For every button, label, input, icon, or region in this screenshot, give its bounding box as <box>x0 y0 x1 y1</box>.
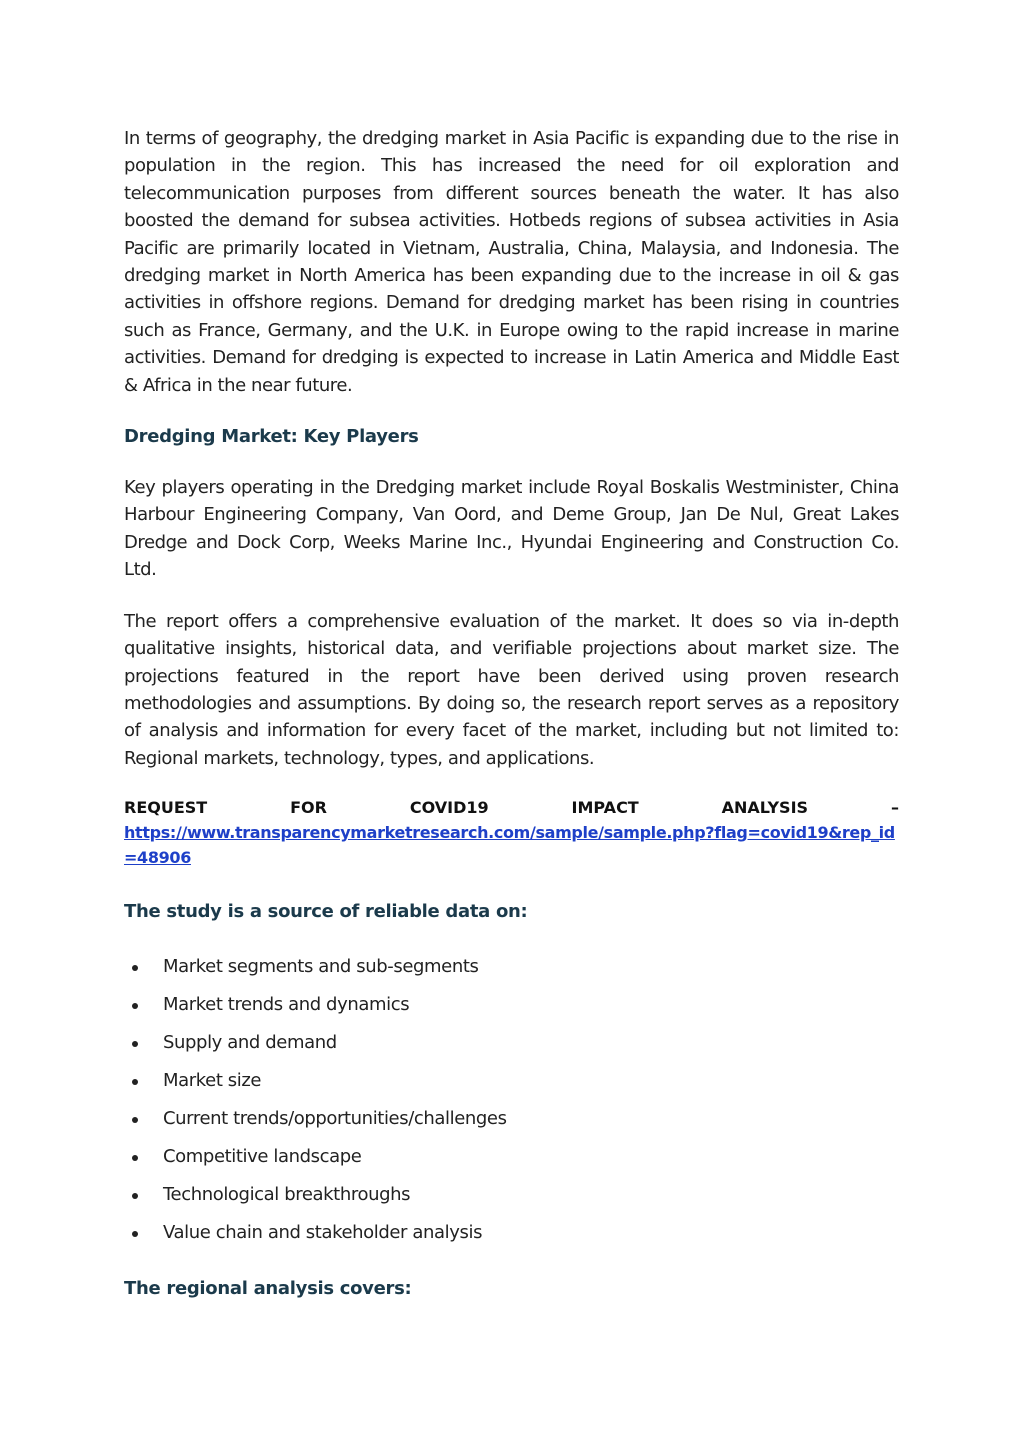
study-heading: The study is a source of reliable data on: <box>124 901 528 923</box>
list-item-label: Competitive landscape <box>163 1146 362 1168</box>
bullet-icon <box>132 965 138 971</box>
covid-sample-link[interactable]: https://www.transparencymarketresearch.com/sample/sample.php?flag=covid19&rep_id=48906 <box>124 823 895 868</box>
regional-heading: The regional analysis covers: <box>124 1278 412 1300</box>
request-heading-line <box>124 795 899 820</box>
list-item <box>124 1214 899 1252</box>
covid-request-block <box>124 795 899 870</box>
study-data-list <box>124 948 899 1252</box>
document-page <box>124 125 899 1302</box>
bullet-icon <box>132 1117 138 1123</box>
bullet-icon <box>132 1231 138 1237</box>
list-item <box>124 986 899 1024</box>
bullet-icon <box>132 1193 138 1199</box>
list-item <box>124 1176 899 1214</box>
list-item-label: Market segments and sub-segments <box>163 956 479 978</box>
key-players-heading: Dredging Market: Key Players <box>124 426 419 448</box>
bullet-icon <box>132 1155 138 1161</box>
list-item <box>124 1062 899 1100</box>
request-word: REQUEST <box>124 798 208 818</box>
list-item-label: Current trends/opportunities/challenges <box>163 1108 507 1130</box>
request-word: IMPACT <box>571 798 639 818</box>
list-item <box>124 948 899 986</box>
bullet-icon <box>132 1079 138 1085</box>
list-item-label: Technological breakthroughs <box>163 1184 411 1206</box>
list-item <box>124 1024 899 1062</box>
list-item-label: Market trends and dynamics <box>163 994 410 1016</box>
list-item <box>124 1138 899 1176</box>
key-players-paragraph: Key players operating in the Dredging market include Royal Boskalis Westminister, China Harbour Engineering Company, Van Oord, and Deme Group, Jan De Nul, Great Lakes Dredge and Dock Corp, Weeks Marine Inc., Hyundai Engineering and Construction Co. Ltd. <box>124 477 899 581</box>
geography-paragraph: In terms of geography, the dredging market in Asia Pacific is expanding due to the rise in population in the region. This has increased the need for oil exploration and telecommunication purposes from different sources beneath the water. It has also boosted the demand for subsea activities. Hotbeds regions of subsea activities in Asia Pacific are primarily located in Vietnam, Australia, China, Malaysia, and Indonesia. The dredging market in North America has been expanding due to the increase in oil & gas activities in offshore regions. Demand for dredging market has been rising in countries such as France, Germany, and the U.K. in Europe owing to the rapid increase in marine activities. Demand for dredging is expected to increase in Latin America and Middle East & Africa in the near future. <box>124 128 899 396</box>
bullet-icon <box>132 1041 138 1047</box>
request-word: COVID19 <box>409 798 489 818</box>
bullet-icon <box>132 1003 138 1009</box>
report-paragraph: The report offers a comprehensive evaluation of the market. It does so via in-depth qualitative insights, historical data, and verifiable projections about market size. The projections featured in the report have been derived using proven research methodologies and assumptions. By doing so, the research report serves as a repository of analysis and information for every facet of the market, including but not limited to: Regional markets, technology, types, and applications. <box>124 610 899 769</box>
list-item-label: Market size <box>163 1070 262 1092</box>
list-item <box>124 1100 899 1138</box>
request-word: – <box>890 798 899 818</box>
request-word: ANALYSIS <box>721 798 809 818</box>
list-item-label: Supply and demand <box>163 1032 337 1054</box>
list-item-label: Value chain and stakeholder analysis <box>163 1222 483 1244</box>
request-word: FOR <box>290 798 327 818</box>
